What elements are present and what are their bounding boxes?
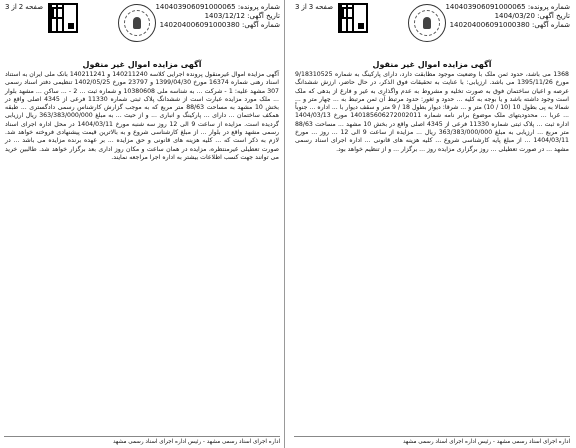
announcement-body: 1368 می باشد، حدود ثمن ملک با وضعیت موجود مطابقت دارد، دارای پارکینگ به شماره 9/18310525 مورخ 1395/11/26 می باشد. ارزیابی: با عنایت به تحقیقات فوق الذکر، در حال حاضر، ارزش ششدانگ عرصه و اعیان ساختمان فوق به صورت تخلیه و مشروط به عدم واگذاری به غیر و فارغ از بدهی که ملک است وجود داشته باشد و یا بوجه به کلیه ... حدود و ثغور: حدود مرتبط آن ثمن مرتبط به ... چهار متر و ... شمالا به پی بطول 10 (10 / 10) متر و ... شرقا: دیوار بطول 18 / 9 متر و سقف دیوار با ... اداره ... جنوباً ... غربا ... محدودیتهای ملک موضوع برابر نامه شماره 140185606272002011 مورخ 1404/03/13 اداره ثبت ... پلاک ثبتی شماره 11330 فرعی از 4345 اصلی واقع در بخش 10 مشهد ... مساحت 88/63 متر مربع ... ارزیابی به مبلغ 363/383/000/000 ریال ... مزایده از ساعت 9 الی 12 ... روز ... مورخ 1404/03/11 ... از مبلغ پایه کارشناسی شروع ... کلیه هزینه های قانونی ... اداره اجرای اسناد رسمی مشهد ... در صورت تعطیلی ... روز برگزاری مزایده روز ... برگزار ... و از تنظیم خواهد بود.: [295, 71, 570, 153]
announcement-page-3: [290, 0, 574, 448]
announcement-title: آگهی مزایده اموال غیر منقول: [82, 60, 202, 69]
announcement-meta: [155, 3, 280, 30]
tracking-number: شماره پرونده: 140403906091000065: [155, 3, 280, 11]
announcement-meta: [445, 3, 570, 30]
qr-code-icon: [48, 3, 78, 33]
official-seal-icon: [408, 4, 446, 42]
announcement-date: تاریخ آگهی: 1404/03/20: [494, 12, 570, 20]
announcement-number: شماره آگهی: 140204006091000380: [159, 21, 280, 29]
announcement-footer: اداره اجرای اسناد رسمی مشهد - رئیس اداره اجرای اسناد رسمی مشهد: [294, 436, 570, 446]
page-indicator: صفحه2از3: [5, 3, 44, 11]
announcement-title: آگهی مزایده اموال غیر منقول: [372, 60, 492, 69]
announcement-body: آگهی مزایده اموال غیرمنقول پرونده اجرایی کلاسه 140211240 و 140211241 بانک ملی ایران به استناد اسناد رهنی شماره 16374 مورخ 1399/04/30 و 23797 مورخ 1402/05/25 تنظیمی دفتر اسناد رسمی 307 مشهد علیه: 1 - شرکت ... به شناسه ملی 10380608 و شماره ثبت ... 2 - ... ساکن ... مشهد بلوار ... ملک مورد مزایده عبارت است از ششدانگ پلاک ثبتی شماره 11330 فرعی از 4345 اصلی واقع در بخش 10 مشهد به مساحت 88/63 متر مربع که به موجب گزارش کارشناس رسمی دادگستری ... طبقه همکف ساختمان ... دارای ... پارکینگ و انباری ... و از حیث ... به مبلغ 363/383/000/000 ریال ارزیابی گردیده است. مزایده از ساعت 9 الی 12 روز سه شنبه مورخ 1404/03/11 در محل اداره اجرای اسناد رسمی مشهد واقع در بلوار ... از مبلغ کارشناسی شروع و به بالاترین قیمت پیشنهادی فروخته خواهد شد. لازم به ذکر است که ... کلیه هزینه های قانونی و حق مزایده ... بر عهده برنده مزایده می باشد ... در صورت تعطیلی غیرمنتظره، مزایده در همان ساعت و مکان روز اداری بعد برگزار خواهد شد. طالبین خرید می توانند جهت کسب اطلاعات بیشتر به اداره اجرا مراجعه نمایند.: [5, 71, 280, 161]
page-header: [290, 0, 574, 60]
page-header: [0, 0, 284, 60]
announcement-page-2: [0, 0, 285, 448]
announcement-footer: اداره اجرای اسناد رسمی مشهد - رئیس اداره اجرای اسناد رسمی مشهد: [4, 436, 280, 446]
announcement-date: تاریخ آگهی: 1403/12/12: [204, 12, 280, 20]
announcement-number: شماره آگهی: 140204006091000380: [449, 21, 570, 29]
tracking-number: شماره پرونده: 140403906091000065: [445, 3, 570, 11]
page-indicator: صفحه3از3: [295, 3, 334, 11]
official-seal-icon: [118, 4, 156, 42]
qr-code-icon: [338, 3, 368, 33]
